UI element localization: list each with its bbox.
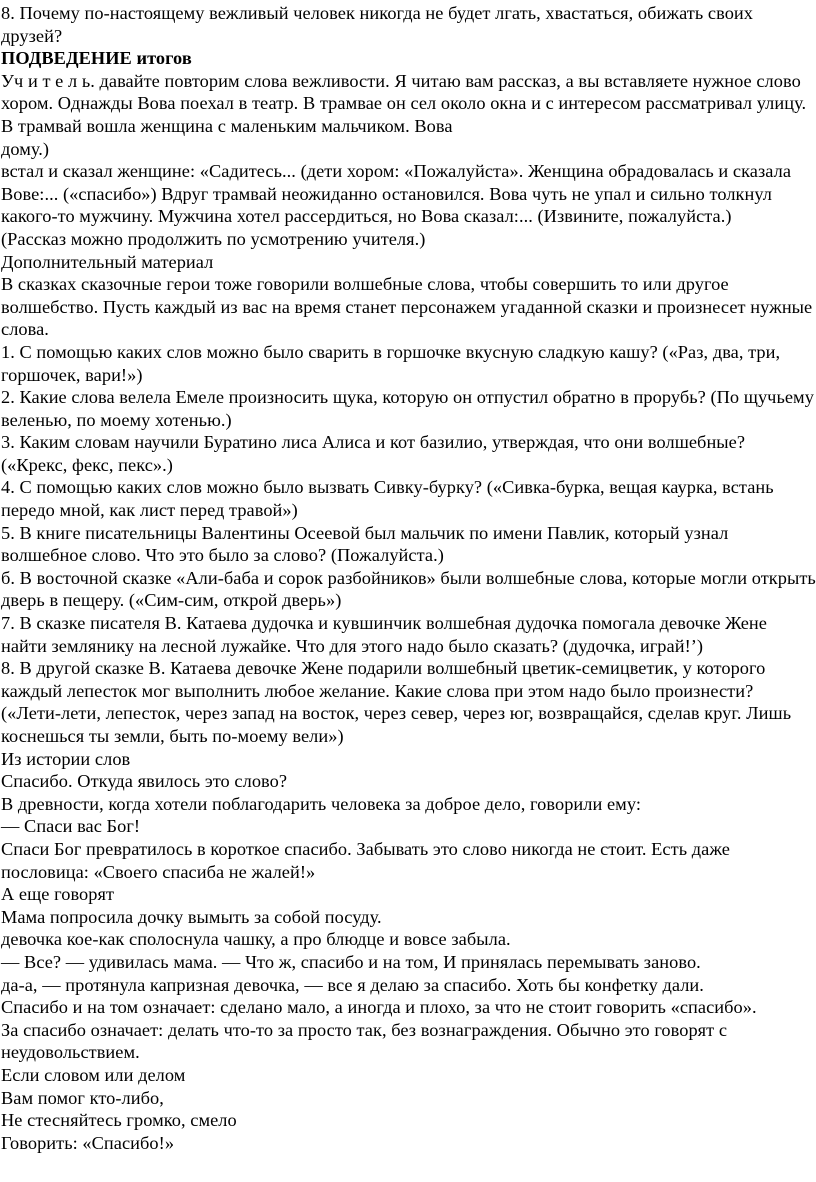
story-continuation-paragraph: встал и сказал женщине: «Садитесь... (дети хором: «Пожалуйста». Женщина обрадовалась и сказала Вове:... («спасибо») Вдруг трамвай неожиданно остановился. Вова чуть не упал и сильно толкнул какого-то мужчину. Мужчина хотел рассердиться, но Вова сказал:... (Извините, пожалуйста.) <box>1 161 792 227</box>
section-heading-summary: ПОДВЕДЕНИЕ итогов <box>1 48 192 69</box>
question-8-politeness: 8. Почему по-настоящему вежливый человек никогда не будет лгать, хвастаться, обижать своих друзей? <box>1 3 754 46</box>
poem-line-1: Если словом или делом <box>1 1064 186 1085</box>
fairy-tale-intro-paragraph: В сказках сказочные герои тоже говорили волшебные слова, чтобы совершить то или другое волшебство. Пусть каждый из вас на время станет персонажем угаданной сказки и произнесет нужные слова. <box>1 274 813 340</box>
saying-story-line-1: Мама попросила дочку вымыть за собой посуду. <box>1 906 382 927</box>
story-fragment-line: дому.) <box>1 138 50 159</box>
word-history-question: Спасибо. Откуда явилось это слово? <box>1 771 288 792</box>
poem-line-2: Вам помог кто-либо, <box>1 1087 164 1108</box>
fairy-tale-question-6: б. В восточной сказке «Али-баба и сорок разбойников» были волшебные слова, которые могли открыть дверь в пещеру. («Сим-сим, открой дверь») <box>1 567 816 611</box>
poem-line-4: Говорить: «Спасибо!» <box>1 1132 175 1153</box>
saying-story-line-4: да-а, — протянула капризная девочка, — все я делаю за спасибо. Хоть бы конфетку дали. <box>1 974 704 995</box>
section-heading-extra-material: Дополнительный материал <box>1 251 214 272</box>
fairy-tale-question-4: 4. С помощью каких слов можно было вызвать Сивку-бурку? («Сивка-бурка, вещая каурка, встань передо мной, как лист перед травой») <box>1 477 774 521</box>
teacher-story-paragraph: Уч и т е л ь. давайте повторим слова вежливости. Я читаю вам рассказ, а вы вставляете нужное слово хором. Однажды Вова поехал в театр. В трамвае он сел около окна и с интересом рассматривал улицу. В трамвай вошла женщина с маленьким мальчиком. Вова <box>1 70 807 136</box>
saying-story-line-3: — Все? — удивилась мама. — Что ж, спасибо и на том, И принялась перемывать заново. <box>1 951 701 972</box>
fairy-tale-question-1: 1. С помощью каких слов можно было сварить в горшочке вкусную сладкую кашу? («Раз, два, три, горшочек, вари!») <box>1 341 781 385</box>
fairy-tale-question-8: 8. В другой сказке В. Катаева девочке Жене подарили волшебный цветик-семицветик, у которого каждый лепесток мог выполнить любое желание. Какие слова при этом надо было произнести? («Лети-лети, лепесток, через запад на восток, через север, через юг, возвращайся, сделав круг. Лишь коснешься ты земли, быть по-моему вели») <box>1 658 792 746</box>
fairy-tale-question-3: 3. Каким словам научили Буратино лиса Алиса и кот базилио, утверждая, что они волшебные? («Крекс, фекс, пекс».) <box>1 432 746 475</box>
word-history-explanation: Спаси Бог превратилось в короткое спасибо. Забывать это слово никогда не стоит. Есть даже пословица: «Своего спасиба не жалей!» <box>1 838 730 882</box>
saying-meaning-1: Спасибо и на том означает: сделано мало, а иногда и плохо, за что не стоит говорить «спасибо». <box>1 997 757 1018</box>
fairy-tale-question-2: 2. Какие слова велела Емеле произносить щука, которую он отпустил обратно в прорубь? (По щучьему веленью, по моему хотенью.) <box>1 387 814 430</box>
teacher-note: (Рассказ можно продолжить по усмотрению учителя.) <box>1 228 426 249</box>
word-history-quote: — Спаси вас Бог! <box>1 816 141 837</box>
fairy-tale-question-5: 5. В книге писательницы Валентины Осеевой был мальчик по имени Павлик, который узнал волшебное слово. Что это было за слово? (Пожалуйста.) <box>1 522 729 566</box>
saying-story-line-2: девочка кое-как сполоснула чашку, а про блюдце и вовсе забыла. <box>1 929 511 950</box>
saying-meaning-2: За спасибо означает: делать что-то за просто так, без вознаграждения. Обычно это говорят с неудовольствием. <box>1 1019 728 1063</box>
section-heading-sayings: А еще говорят <box>1 884 115 905</box>
fairy-tale-question-7: 7. В сказке писателя В. Катаева дудочка и кувшинчик волшебная дудочка помогала девочке Жене найти землянику на лесной лужайке. Что для этого надо было сказать? (дудочка, играй!’) <box>1 613 767 656</box>
poem-line-3: Не стесняйтесь громко, смело <box>1 1110 237 1131</box>
word-history-paragraph: В древности, когда хотели поблагодарить человека за доброе дело, говорили ему: <box>1 793 641 814</box>
section-heading-word-history: Из истории слов <box>1 748 131 769</box>
